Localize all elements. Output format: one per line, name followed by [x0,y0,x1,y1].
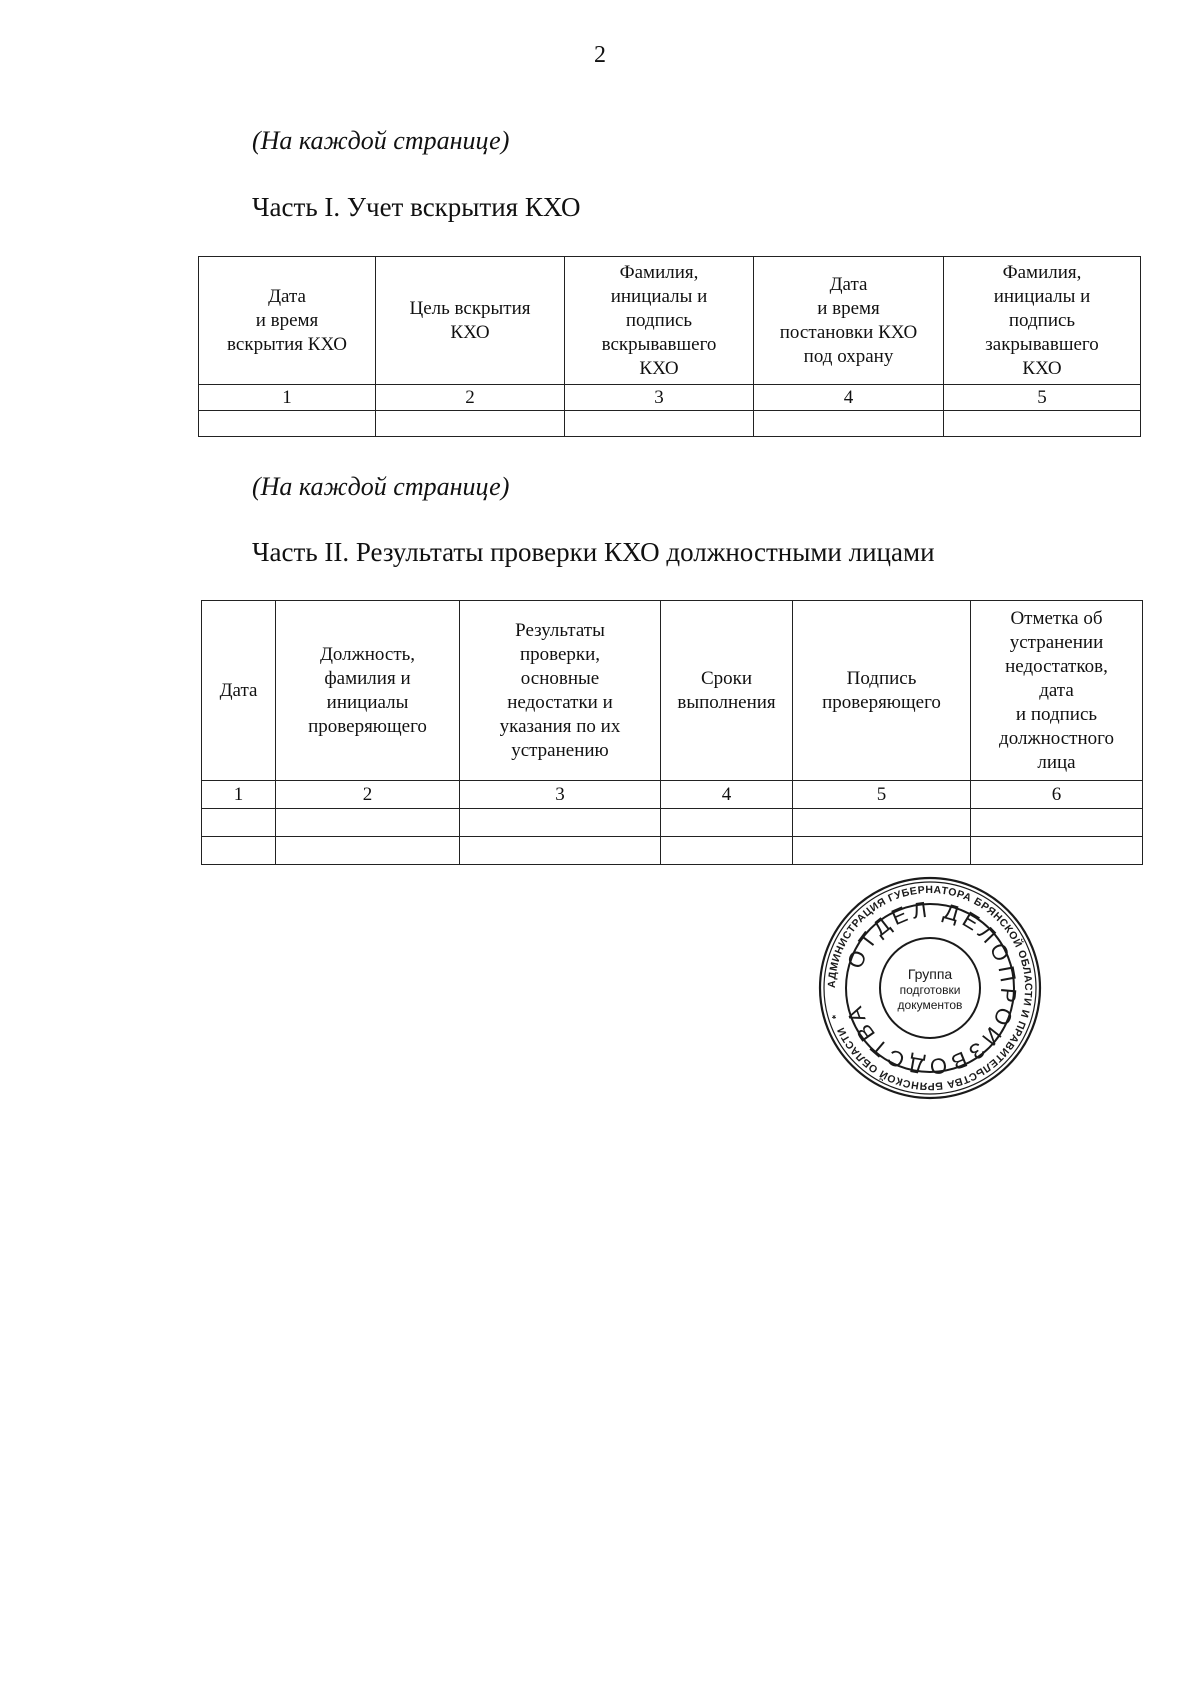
table-1-header-cell: Дата и время постановки КХО под охрану [754,257,944,385]
table-2-column-number: 4 [661,781,793,809]
table-2-empty-cell [793,809,971,837]
table-1-empty-row [199,411,1141,437]
table-2-empty-cell [661,809,793,837]
table-2-column-number: 2 [276,781,460,809]
table-2-empty-row [202,809,1143,837]
table-2-empty-cell [971,837,1143,865]
table-1-column-number: 1 [199,385,376,411]
table-1-column-number: 3 [565,385,754,411]
table-2-column-number: 1 [202,781,276,809]
table-2-empty-cell [661,837,793,865]
table-2-header-cell: Подпись проверяющего [793,601,971,781]
table-2-column-numbers-row [202,781,1143,809]
table-1-column-number: 2 [376,385,565,411]
table-1-empty-cell [199,411,376,437]
table-1-header-cell: Дата и время вскрытия КХО [199,257,376,385]
table-1-column-numbers-row [199,385,1141,411]
table-2-empty-cell [202,809,276,837]
table-2-header-cell: Отметка об устранении недостатков, дата и подпись должностного лица [971,601,1143,781]
part-2-title: Часть II. Результаты проверки КХО должностными лицами [252,537,935,567]
table-2-header-cell: Сроки выполнения [661,601,793,781]
table-1-header-cell: Фамилия, инициалы и подпись вскрывавшего КХО [565,257,754,385]
table-1-empty-cell [376,411,565,437]
seal-center-line-3: документов [897,998,963,1012]
seal-outer-ring-text: АДМИНИСТРАЦИЯ ГУБЕРНАТОРА БРЯНСКОЙ ОБЛАСТИ И ПРАВИТЕЛЬСТВА БРЯНСКОЙ ОБЛАСТИ * [825,883,1035,1093]
seal-center-line-2: подготовки [899,983,961,997]
seal-inner-ring-text: ОТДЕЛ ДЕЛОПРОИЗВОДСТВА [841,896,1022,1080]
table-1-header-cell: Фамилия, инициалы и подпись закрывавшего КХО [944,257,1141,385]
table-2-column-number: 5 [793,781,971,809]
table-1-empty-cell [754,411,944,437]
seal-center-line-1: Группа [907,966,953,982]
part-1-title: Часть I. Учет вскрытия КХО [252,192,581,222]
table-2-empty-cell [793,837,971,865]
every-page-note-1: (На каждой странице) [252,126,510,155]
table-2-empty-row [202,837,1143,865]
kho-opening-log-table [198,256,1141,437]
table-2-empty-cell [460,809,661,837]
table-2-empty-cell [276,809,460,837]
table-1-header-row [199,257,1141,385]
table-2-header-cell: Дата [202,601,276,781]
every-page-note-2: (На каждой странице) [252,472,510,501]
table-1-empty-cell [944,411,1141,437]
official-seal-stamp [818,876,1042,1100]
table-1-header-cell: Цель вскрытия КХО [376,257,565,385]
kho-inspection-results-table [201,600,1143,865]
table-1-column-number: 4 [754,385,944,411]
table-2-empty-cell [202,837,276,865]
table-2-column-number: 3 [460,781,661,809]
table-1-column-number: 5 [944,385,1141,411]
table-2-header-row [202,601,1143,781]
table-2-empty-cell [276,837,460,865]
table-2-header-cell: Результаты проверки, основные недостатки и указания по их устранению [460,601,661,781]
table-1-empty-cell [565,411,754,437]
table-2-empty-cell [460,837,661,865]
page-number: 2 [594,42,606,68]
table-2-column-number: 6 [971,781,1143,809]
table-2-header-cell: Должность, фамилия и инициалы проверяющего [276,601,460,781]
table-2-empty-cell [971,809,1143,837]
